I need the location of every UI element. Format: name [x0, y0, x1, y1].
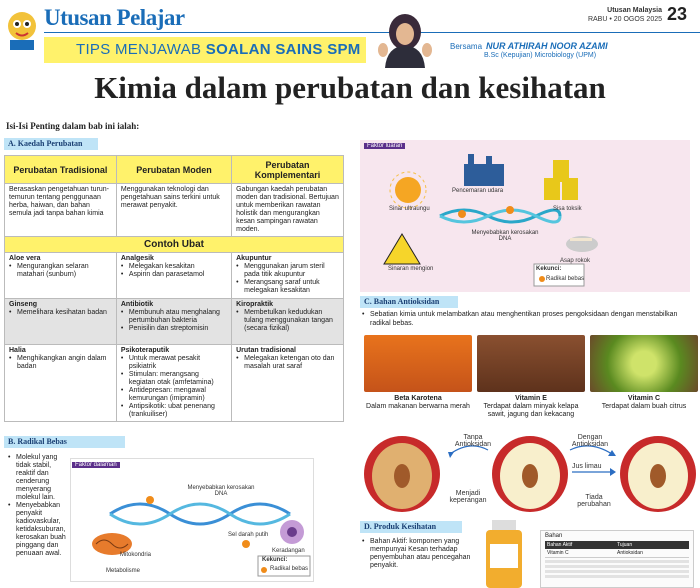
table-cell: [116, 299, 231, 345]
cell-title: Analgesik: [120, 255, 154, 262]
cell-title: Akupuntur: [236, 255, 272, 262]
key-label: Kekunci:: [536, 266, 562, 272]
label-row: [545, 575, 689, 578]
byline-credentials: B.Sc (Kepujian) Microbiology (UPM): [484, 52, 597, 59]
list-item: • Sebatian kimia untuk melambatkan atau menghentikan proses pengoksidaan dengan menstabilkan radikal bebas.: [362, 310, 692, 328]
list-item: • Stimulan: merangsang kegiatan otak (amfetamina): [121, 371, 227, 387]
label-title: Bahan: [545, 533, 563, 539]
health-product-description: [362, 538, 480, 570]
table-cell: [5, 345, 117, 422]
presenter-photo: [375, 10, 435, 68]
table-cell: [116, 345, 231, 422]
list-item: • Melegakan ketengan oto dan masalah urat saraf: [236, 355, 339, 371]
antioxidant-description: [362, 310, 692, 328]
kiwi-image: [590, 335, 698, 392]
table-header: Perubatan Moden: [116, 156, 231, 184]
table-header: Perubatan Komplementari: [232, 156, 344, 184]
cell-title: Psikoteraputik: [120, 347, 170, 354]
section-a-title: A. Kaedah Perubatan: [4, 138, 98, 150]
tips-heading: [76, 41, 361, 58]
browning-label: Menjadi keperangan: [449, 490, 487, 504]
intro-text: Isi-Isi Penting dalam bab ini ialah:: [6, 121, 140, 131]
label-row: [545, 570, 689, 573]
with-antioxidant-label: Dengan Antioksidan: [571, 434, 609, 448]
label-header-row: [545, 541, 689, 549]
key-label: Kekunci:: [262, 557, 288, 563]
list-item: • Menghikangkan angin dalam badan: [9, 355, 112, 371]
pollution-label: Pencemaran udara: [452, 188, 504, 194]
cell-title: Aloe vera: [9, 255, 41, 262]
table-cell: [5, 253, 117, 299]
byline: [450, 41, 608, 51]
page-number: 23: [667, 4, 688, 24]
medicine-table: [4, 155, 344, 422]
byline-name: NUR ATHIRAH NOOR AZAMI: [486, 41, 608, 51]
list-item: • Menyebabkan penyakit kadiovaskular, ketidaksuburan, kerosakan buah pinggang dan penuaan awal.: [8, 502, 68, 558]
apple-experiment-illustration: [360, 430, 700, 516]
tips-bold: SOALAN SAINS SPM: [205, 41, 361, 58]
food-name: Vitamin E: [515, 395, 547, 402]
cell-title: Kiropraktik: [236, 301, 274, 308]
label-col: Tujuan: [617, 542, 633, 548]
table-cell: [232, 299, 344, 345]
no-antioxidant-label: Tanpa Antioksidan: [454, 434, 492, 448]
publication-date: RABU • 20 OGOS 2025: [587, 16, 662, 23]
dna-damage-label: Menyebabkan kerosakan DNA: [187, 485, 255, 497]
list-item: • Aspirin dan parasetamol: [121, 271, 227, 279]
food-label: [590, 395, 698, 411]
radiation-label: Sinaran mengion: [388, 266, 434, 272]
key-item: Radikal bebas: [546, 276, 585, 282]
table-cell: Berasaskan pengetahuan turun-temurun tentang penggunaan herba, haiwan, dan bahan semula jadi tanpa bahan kimia: [5, 184, 117, 237]
section-d-title: D. Produk Kesihatan: [360, 521, 462, 533]
food-label: [364, 395, 472, 411]
mascot-logo-icon: [2, 4, 46, 52]
food-label: [477, 395, 585, 419]
list-item: • Antipsikotik: ubat penenang (trankuiliser): [121, 403, 227, 419]
inflammation-label: Keradangan: [272, 548, 305, 554]
page-title: Kimia dalam perubatan dan kesihatan: [94, 70, 606, 105]
supplement-bottle-icon: [484, 520, 524, 588]
table-cell: [232, 253, 344, 299]
list-item: • Antidepresan: mengawal kemurungan (imipramin): [121, 387, 227, 403]
food-name: Beta Karotena: [394, 395, 442, 402]
publication-name: Utusan Malaysia: [607, 7, 662, 14]
no-change-label: Tiada perubahan: [577, 494, 611, 508]
food-desc: Dalam makanan berwarna merah: [366, 403, 470, 410]
section-b-title: B. Radikal Bebas: [4, 436, 125, 448]
toxic-label: Sisa toksik: [553, 206, 582, 212]
food-desc: Terdapat dalam minyak kelapa sawit, jagung dan kekacang: [483, 403, 579, 418]
table-cell: [116, 253, 231, 299]
table-cell: Menggunakan teknologi dan pengetahuan sains terkini untuk merawat penyakit.: [116, 184, 231, 237]
dna-internal-illustration: [70, 458, 314, 582]
brand-title: Utusan Pelajar: [44, 5, 185, 30]
cell-title: Urutan tradisional: [236, 347, 297, 354]
table-cell: [232, 345, 344, 422]
lime-juice-label: Jus limau: [572, 463, 602, 470]
label-row: [545, 565, 689, 568]
uv-label: Sinar ultraungu: [389, 206, 430, 212]
key-item: Radikal bebas: [270, 566, 309, 572]
masthead-rule: [44, 32, 700, 33]
cigarette-label: Asap rokok: [560, 258, 591, 264]
label-col: Bahan Aktif: [547, 542, 573, 548]
cell-title: Antibiotik: [120, 301, 154, 308]
metabolism-label: Metabolisme: [106, 568, 141, 574]
list-item: • Membunuh atau menghalang pertumbuhan bakteria: [121, 309, 227, 325]
almond-image: [477, 335, 585, 392]
list-item: • Penisilin dan streptomisin: [121, 325, 227, 333]
list-item: • Memelihara kesihatan badan: [9, 309, 112, 317]
list-item: • Menggunakan jarum steril pada titik akupuntur: [236, 263, 339, 279]
table-cell: [5, 299, 117, 345]
list-item: • Membetulkan kedudukan tulang menggunakan tangan (secara fizikal): [236, 309, 339, 333]
mitochondria-label: Mitokondria: [120, 552, 152, 558]
label-row: [545, 549, 689, 558]
free-radical-list: [8, 454, 68, 558]
cell-title: Halia: [9, 347, 26, 354]
list-item: • Merangsang saraf untuk melegakan kesakitan: [236, 279, 339, 295]
list-item: • Untuk merawat pesakit psikiatrik: [121, 355, 227, 371]
label-row: [545, 560, 689, 563]
publication-info: [578, 6, 662, 24]
tips-prefix: TIPS MENJAWAB: [76, 41, 202, 58]
carrot-image: [364, 335, 472, 392]
list-item: • Molekul yang tidak stabil, reaktif dan cenderung menyerang molekul lain.: [8, 454, 68, 502]
table-header: Perubatan Tradisional: [5, 156, 117, 184]
byline-prefix: Bersama: [450, 42, 483, 51]
cell-title: Ginseng: [9, 301, 38, 308]
food-desc: Terdapat dalam buah citrus: [601, 403, 687, 410]
supplement-label: [540, 530, 694, 588]
label-cell: Antioksidan: [617, 550, 643, 556]
table-cell: Gabungan kaedah perubatan moden dan tradisional. Bertujuan untuk memberikan rawatan holistik dan mengurangkan kesan sampingan rawatan moden.: [232, 184, 344, 237]
internal-factor-tag: Faktor dalaman: [72, 462, 120, 468]
dna-damage-label: Menyebabkan kerosakan DNA: [471, 230, 539, 242]
list-item: • Mengurangkan selaran matahari (sunburn): [9, 263, 112, 279]
wbc-label: Sel darah putih: [228, 532, 269, 538]
label-cell: Vitamin C: [547, 550, 569, 556]
external-factor-tag: Faktor luaran: [364, 143, 405, 149]
table-subheader: Contoh Ubat: [5, 237, 344, 253]
list-item: • Bahan Aktif: komponen yang mempunyai Kesan terhadap penyembuhan atau pencegahan penyakit.: [362, 538, 480, 570]
food-name: Vitamin C: [627, 395, 661, 402]
list-item: • Melegakan kesakitan: [121, 263, 227, 271]
section-c-title: C. Bahan Antioksidan: [360, 296, 458, 308]
